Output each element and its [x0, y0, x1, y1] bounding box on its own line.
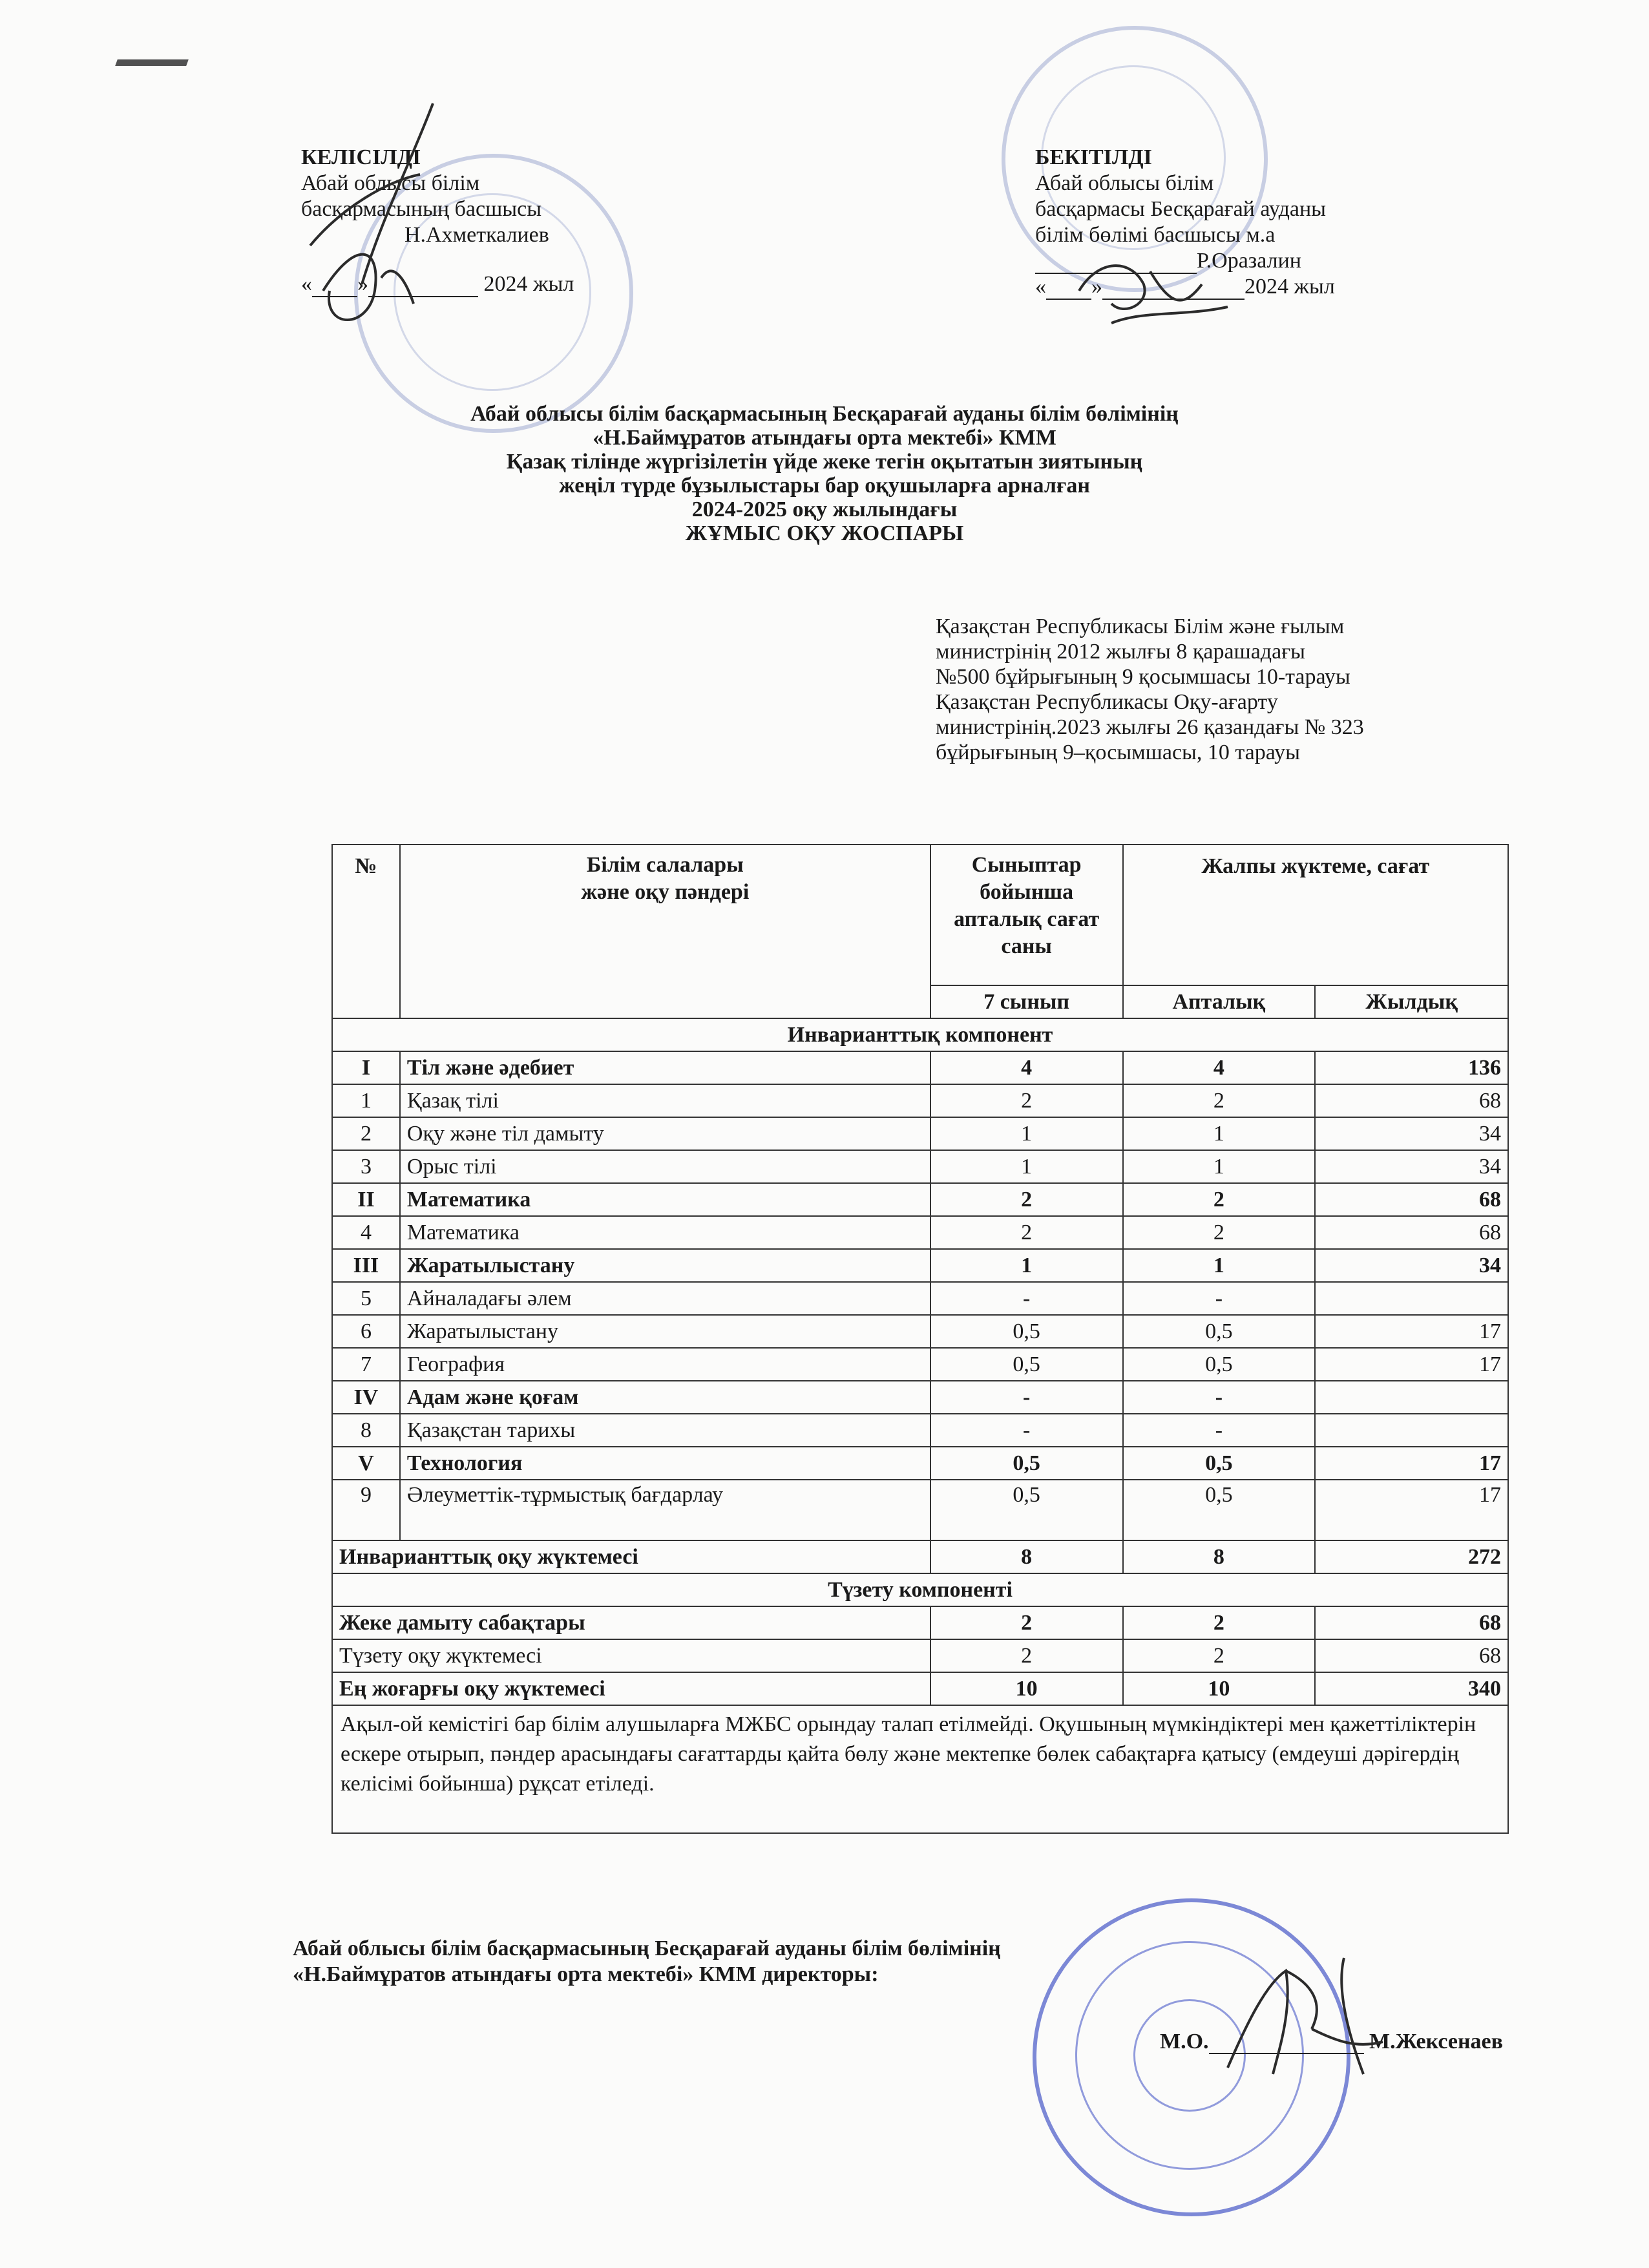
table-row — [332, 1183, 1508, 1216]
header-weekly-line3: апталық сағат — [954, 907, 1100, 931]
row-grade-hours: 1 — [930, 1150, 1123, 1183]
header-weekly-line4: саны — [1001, 934, 1052, 958]
director-line1: Абай облысы білім басқармасының Бесқарағай ауданы білім бөлімінің — [293, 1937, 1001, 1960]
table-row — [332, 1414, 1508, 1447]
header-total-load: Жалпы жүктеме, сағат — [1123, 845, 1508, 985]
header-weekly-by-class — [930, 845, 1123, 985]
row-weekly-hours: 1 — [1123, 1249, 1316, 1282]
row-subject: Оқу және тіл дамыту — [400, 1117, 930, 1150]
director-line2: «Н.Баймұратов атындағы орта мектебі» КММ директоры: — [293, 1962, 879, 1986]
row-subject: Әлеуметтік-тұрмыстық бағдарлау — [400, 1480, 930, 1540]
table-row — [332, 1051, 1508, 1084]
row-weekly-hours: 0,5 — [1123, 1480, 1316, 1540]
title-line-5: 2024-2025 оқу жылындағы — [691, 498, 958, 521]
left-approval-heading: КЕЛІСІЛДІ — [301, 145, 421, 169]
row-weekly-hours: - — [1123, 1381, 1316, 1414]
left-approval-line1: Абай облысы білім — [301, 171, 480, 195]
row-weekly-hours: - — [1123, 1414, 1316, 1447]
correction-load-weekly: 2 — [1123, 1639, 1316, 1672]
header-weekly: Апталық — [1123, 985, 1316, 1018]
row-subject: Технология — [400, 1447, 930, 1480]
row-yearly-hours: 34 — [1315, 1249, 1508, 1282]
row-subject: Адам және қоғам — [400, 1381, 930, 1414]
row-number: 2 — [332, 1117, 400, 1150]
header-number: № — [332, 845, 400, 1018]
right-date-close: » — [1091, 275, 1102, 299]
left-date-close: » — [357, 272, 368, 296]
reference-line-3: №500 бұйрығының 9 қосымшасы 10-тарауы — [936, 665, 1350, 689]
max-load-yearly: 340 — [1315, 1672, 1508, 1705]
row-grade-hours: 0,5 — [930, 1348, 1123, 1381]
development-yearly: 68 — [1315, 1606, 1508, 1639]
row-yearly-hours: 17 — [1315, 1480, 1508, 1540]
row-grade-hours: 1 — [930, 1117, 1123, 1150]
row-subject: Айналадағы әлем — [400, 1282, 930, 1315]
row-number: 7 — [332, 1348, 400, 1381]
table-row — [332, 1249, 1508, 1282]
left-approval-name: Н.Ахметкалиев — [404, 223, 549, 247]
row-grade-hours: 2 — [930, 1183, 1123, 1216]
row-yearly-hours: 68 — [1315, 1084, 1508, 1117]
header-subject-line2: және оқу пәндері — [581, 880, 750, 904]
row-weekly-hours: 1 — [1123, 1117, 1316, 1150]
left-date-open: « — [301, 272, 312, 296]
row-grade-hours: 2 — [930, 1216, 1123, 1249]
row-subject: Қазақ тілі — [400, 1084, 930, 1117]
row-grade-hours: 1 — [930, 1249, 1123, 1282]
invariant-total-label: Инварианттық оқу жүктемесі — [332, 1540, 930, 1573]
right-date-open: « — [1035, 275, 1046, 299]
development-label: Жеке дамыту сабақтары — [332, 1606, 930, 1639]
row-subject: Қазақстан тарихы — [400, 1414, 930, 1447]
row-yearly-hours: 17 — [1315, 1348, 1508, 1381]
row-number: 9 — [332, 1480, 400, 1540]
right-signature — [1073, 246, 1241, 336]
development-weekly: 2 — [1123, 1606, 1316, 1639]
left-date-year: 2024 жыл — [483, 272, 574, 296]
seal-mark: М.О. — [1160, 2030, 1209, 2053]
correction-load-grade: 2 — [930, 1639, 1123, 1672]
curriculum-table — [331, 844, 1509, 1834]
title-line-4: жеңіл түрде бұзылыстары бар оқушыларға арналған — [559, 474, 1090, 498]
right-date-year: 2024 жыл — [1245, 275, 1335, 299]
left-signature — [284, 97, 478, 342]
row-grade-hours: 4 — [930, 1051, 1123, 1084]
correction-load-label: Түзету оқу жүктемесі — [332, 1639, 930, 1672]
section-correction: Түзету компоненті — [332, 1573, 1508, 1606]
row-subject: Жаратылыстану — [400, 1249, 930, 1282]
header-weekly-line2: бойынша — [980, 880, 1074, 904]
section-invariant: Инварианттық компонент — [332, 1018, 1508, 1051]
row-number: V — [332, 1447, 400, 1480]
right-approval-line1: Абай облысы білім — [1035, 171, 1214, 195]
max-load-weekly: 10 — [1123, 1672, 1316, 1705]
reference-line-1: Қазақстан Республикасы Білім және ғылым — [936, 614, 1345, 638]
row-subject: Жаратылыстану — [400, 1315, 930, 1348]
document-title — [0, 402, 1649, 545]
row-weekly-hours: 1 — [1123, 1150, 1316, 1183]
left-approval-line2: басқармасының басшысы — [301, 197, 542, 221]
row-subject: Орыс тілі — [400, 1150, 930, 1183]
table-row — [332, 1315, 1508, 1348]
scan-artifact — [115, 59, 189, 66]
director-name: М.Жексенаев — [1369, 2030, 1504, 2053]
header-subject — [400, 845, 930, 1018]
row-yearly-hours: 17 — [1315, 1315, 1508, 1348]
title-line-6: ЖҰМЫС ОҚУ ЖОСПАРЫ — [685, 521, 964, 545]
row-yearly-hours — [1315, 1381, 1508, 1414]
row-number: IV — [332, 1381, 400, 1414]
row-weekly-hours: 2 — [1123, 1084, 1316, 1117]
row-weekly-hours: 0,5 — [1123, 1447, 1316, 1480]
reference-line-5: министрінің.2023 жылғы 26 қазандағы № 323 — [936, 715, 1364, 739]
table-row — [332, 1348, 1508, 1381]
row-weekly-hours: 2 — [1123, 1216, 1316, 1249]
right-approval-name: Р.Оразалин — [1197, 249, 1301, 273]
reference-line-2: министрінің 2012 жылғы 8 қарашадағы — [936, 640, 1305, 664]
table-row — [332, 1150, 1508, 1183]
row-yearly-hours: 34 — [1315, 1117, 1508, 1150]
row-number: 6 — [332, 1315, 400, 1348]
header-subject-line1: Білім салалары — [586, 853, 744, 877]
header-yearly: Жылдық — [1315, 985, 1508, 1018]
right-approval-heading: БЕКІТІЛДІ — [1035, 145, 1152, 169]
row-grade-hours: 0,5 — [930, 1447, 1123, 1480]
row-grade-hours: - — [930, 1282, 1123, 1315]
right-approval-line2: басқармасы Бесқарағай ауданы — [1035, 197, 1327, 221]
row-number: I — [332, 1051, 400, 1084]
reference-line-6: бұйрығының 9–қосымшасы, 10 тарауы — [936, 740, 1300, 764]
row-grade-hours: 0,5 — [930, 1315, 1123, 1348]
row-number: 3 — [332, 1150, 400, 1183]
table-row — [332, 1084, 1508, 1117]
row-weekly-hours: 0,5 — [1123, 1315, 1316, 1348]
invariant-total-yearly: 272 — [1315, 1540, 1508, 1573]
row-number: 1 — [332, 1084, 400, 1117]
table-row — [332, 1381, 1508, 1414]
development-grade: 2 — [930, 1606, 1123, 1639]
row-weekly-hours: - — [1123, 1282, 1316, 1315]
row-number: 4 — [332, 1216, 400, 1249]
invariant-total-grade: 8 — [930, 1540, 1123, 1573]
row-number: 5 — [332, 1282, 400, 1315]
row-yearly-hours — [1315, 1282, 1508, 1315]
max-load-label: Ең жоғарғы оқу жүктемесі — [332, 1672, 930, 1705]
table-row — [332, 1282, 1508, 1315]
row-yearly-hours: 68 — [1315, 1216, 1508, 1249]
table-row — [332, 1447, 1508, 1480]
row-yearly-hours: 136 — [1315, 1051, 1508, 1084]
director-block — [293, 1936, 1001, 1988]
title-line-2: «Н.Баймұратов атындағы орта мектебі» КММ — [593, 426, 1056, 450]
subject-rows — [332, 1051, 1508, 1540]
row-subject: География — [400, 1348, 930, 1381]
row-yearly-hours: 68 — [1315, 1183, 1508, 1216]
title-line-3: Қазақ тілінде жүргізілетін үйде жеке тегін оқытатын зиятының — [506, 450, 1143, 474]
row-yearly-hours: 17 — [1315, 1447, 1508, 1480]
table-note: Ақыл-ой кемістігі бар білім алушыларға МЖБС орындау талап етілмейді. Оқушының мүмкіндіктері мен қажеттіліктерін ескере отырып, пәндер арасындағы сағаттарды қайта бөлу және мектепке бөлек сабақтарға қатысу (емдеуші дәрігердің келісімі бойынша) рұқсат етіледі. — [332, 1705, 1508, 1833]
reference-line-4: Қазақстан Республикасы Оқу-ағарту — [936, 690, 1278, 714]
title-line-1: Абай облысы білім басқармасының Бесқарағай ауданы білім бөлімінің — [470, 402, 1179, 426]
row-grade-hours: - — [930, 1381, 1123, 1414]
correction-load-yearly: 68 — [1315, 1639, 1508, 1672]
row-grade-hours: 2 — [930, 1084, 1123, 1117]
row-weekly-hours: 2 — [1123, 1183, 1316, 1216]
row-number: 8 — [332, 1414, 400, 1447]
row-grade-hours: - — [930, 1414, 1123, 1447]
row-number: III — [332, 1249, 400, 1282]
table-row — [332, 1216, 1508, 1249]
row-yearly-hours: 34 — [1315, 1150, 1508, 1183]
invariant-total-weekly: 8 — [1123, 1540, 1316, 1573]
table-row — [332, 1117, 1508, 1150]
row-number: II — [332, 1183, 400, 1216]
header-weekly-line1: Сыныптар — [971, 853, 1082, 877]
regulation-reference — [936, 614, 1517, 765]
row-grade-hours: 0,5 — [930, 1480, 1123, 1540]
row-weekly-hours: 0,5 — [1123, 1348, 1316, 1381]
row-subject: Математика — [400, 1216, 930, 1249]
row-weekly-hours: 4 — [1123, 1051, 1316, 1084]
right-approval-line3: білім бөлімі басшысы м.а — [1035, 223, 1276, 247]
row-yearly-hours — [1315, 1414, 1508, 1447]
director-signature — [1215, 1945, 1396, 2094]
header-grade: 7 сынып — [930, 985, 1123, 1018]
max-load-grade: 10 — [930, 1672, 1123, 1705]
row-subject: Математика — [400, 1183, 930, 1216]
table-row — [332, 1480, 1508, 1540]
row-subject: Тіл және әдебиет — [400, 1051, 930, 1084]
